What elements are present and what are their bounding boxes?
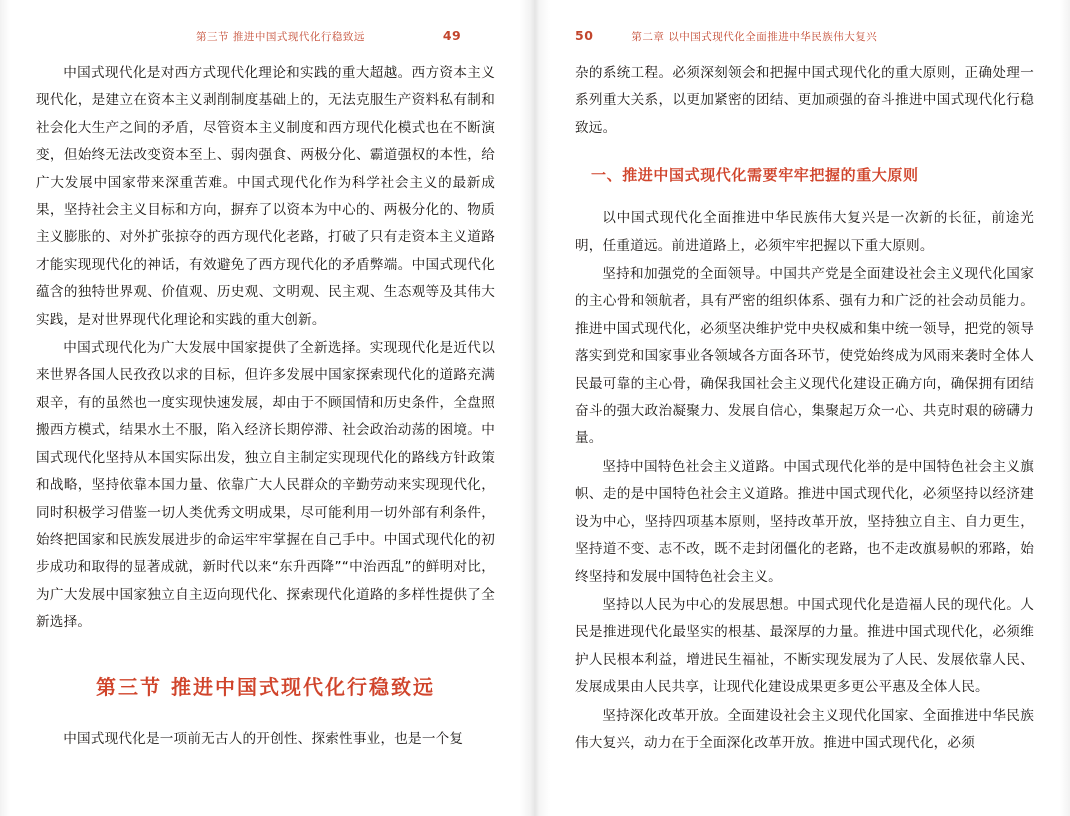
paragraph: 以中国式现代化全面推进中华民族伟大复兴是一次新的长征，前途光明，任重道远。前进道路上，必须牢牢把握以下重大原则。: [575, 210, 1034, 254]
left-page-body: [36, 60, 495, 637]
section-heading: 第三节 推进中国式现代化行稳致远: [96, 674, 435, 699]
right-page-body: [575, 205, 1034, 757]
paragraph: 坚持中国特色社会主义道路。中国式现代化举的是中国特色社会主义旗帜、走的是中国特色社会主义道路。推进中国式现代化，必须坚持以经济建设为中心，坚持四项基本原则，坚持改革开放，坚持独立自主、自力更生，坚持道不变、志不改，既不走封闭僵化的老路，也不走改旗易帜的邪路，始终坚持和发展中国特色社会主义。: [575, 458, 1034, 585]
paragraph: 杂的系统工程。必须深刻领会和把握中国式现代化的重大原则，正确处理一系列重大关系，以更加紧密的团结、更加顽强的奋斗推进中国式现代化行稳致远。: [575, 65, 1034, 136]
right-page-lead: [575, 60, 1034, 142]
left-running-head-title: 第三节 推进中国式现代化行稳致远: [196, 31, 365, 43]
right-running-head-title: 第二章 以中国式现代化全面推进中华民族伟大复兴: [631, 31, 878, 43]
paragraph: 中国式现代化是一项前无古人的开创性、探索性事业，也是一个复: [63, 730, 464, 747]
paragraph: 坚持以人民为中心的发展思想。中国式现代化是造福人民的现代化。人民是推进现代化最坚实的根基、最深厚的力量。推进中国式现代化，必须维护人民根本利益，增进民生福祉，不断实现发展为了人民、发展依靠人民、发展成果由人民共享，让现代化建设成果更多更公平惠及全体人民。: [575, 596, 1034, 696]
right-page-edge-shadow: [1060, 0, 1070, 816]
left-page-edge-shadow: [0, 0, 10, 816]
paragraph: 中国式现代化是对西方式现代化理论和实践的重大超越。西方资本主义现代化，是建立在资本主义剥削制度基础上的，无法克服生产资料私有制和社会化大生产之间的矛盾，尽管资本主义制度和西方现代化模式也在不断演变，但始终无法改变资本至上、弱肉强食、两极分化、霸道强权的本性，给广大发展中国家带来深重苦难。中国式现代化作为科学社会主义的最新成果，坚持社会主义目标和方向，摒弃了以资本为中心的、两极分化的、物质主义膨胀的、对外扩张掠夺的西方现代化老路，打破了只有走资本主义道路才能实现现代化的神话，有效避免了西方现代化的矛盾弊端。中国式现代化蕴含的独特世界观、价值观、历史观、文明观、民主观、生态观等及其伟大实践，是对世界现代化理论和实践的重大创新。: [36, 65, 495, 328]
right-page-folio: 50: [575, 28, 594, 43]
left-page-folio: 49: [442, 28, 462, 43]
left-page-running-head: [36, 28, 495, 44]
sub-heading: 一、推进中国式现代化需要牢牢把握的重大原则: [591, 166, 919, 185]
paragraph: 坚持深化改革开放。全面建设社会主义现代化国家、全面推进中华民族伟大复兴，动力在于全面深化改革开放。推进中国式现代化，必须: [575, 707, 1034, 751]
right-page-running-head: [575, 28, 1034, 44]
paragraph: 中国式现代化为广大发展中国家提供了全新选择。实现现代化是近代以来世界各国人民孜孜以求的目标，但许多发展中国家探索现代化的道路充满艰辛，有的虽然也一度实现快速发展，却由于不顾国情和历史条件，全盘照搬西方模式，结果水土不服，陷入经济长期停滞、社会政治动荡的困境。中国式现代化坚持从本国实际出发，独立自主制定实现现代化的路线方针政策和战略，坚持依靠本国力量、依靠广大人民群众的辛勤劳动来实现现代化，同时积极学习借鉴一切人类优秀文明成果，尽可能利用一切外部有利条件，始终把国家和民族发展进步的命运牢牢掌握在自己手中。中国式现代化的初步成功和取得的显著成就，新时代以来“东升西降”“中治西乱”的鲜明对比，为广大发展中国家独立自主迈向现代化、探索现代化道路的多样性提供了全新选择。: [36, 340, 495, 631]
paragraph: 坚持和加强党的全面领导。中国共产党是全面建设社会主义现代化国家的主心骨和领航者，具有严密的组织体系、强有力和广泛的社会动员能力。推进中国式现代化，必须坚决维护党中央权威和集中统一领导，把党的领导落实到党和国家事业各领域各方面各环节，使党始终成为风雨来袭时全体人民最可靠的主心骨，确保我国社会主义现代化建设正确方向，确保拥有团结奋斗的强大政治凝聚力、发展自信心，集聚起万众一心、共克时艰的磅礴力量。: [575, 266, 1034, 447]
right-page: [535, 0, 1070, 816]
left-page-body-tail: [36, 726, 495, 753]
